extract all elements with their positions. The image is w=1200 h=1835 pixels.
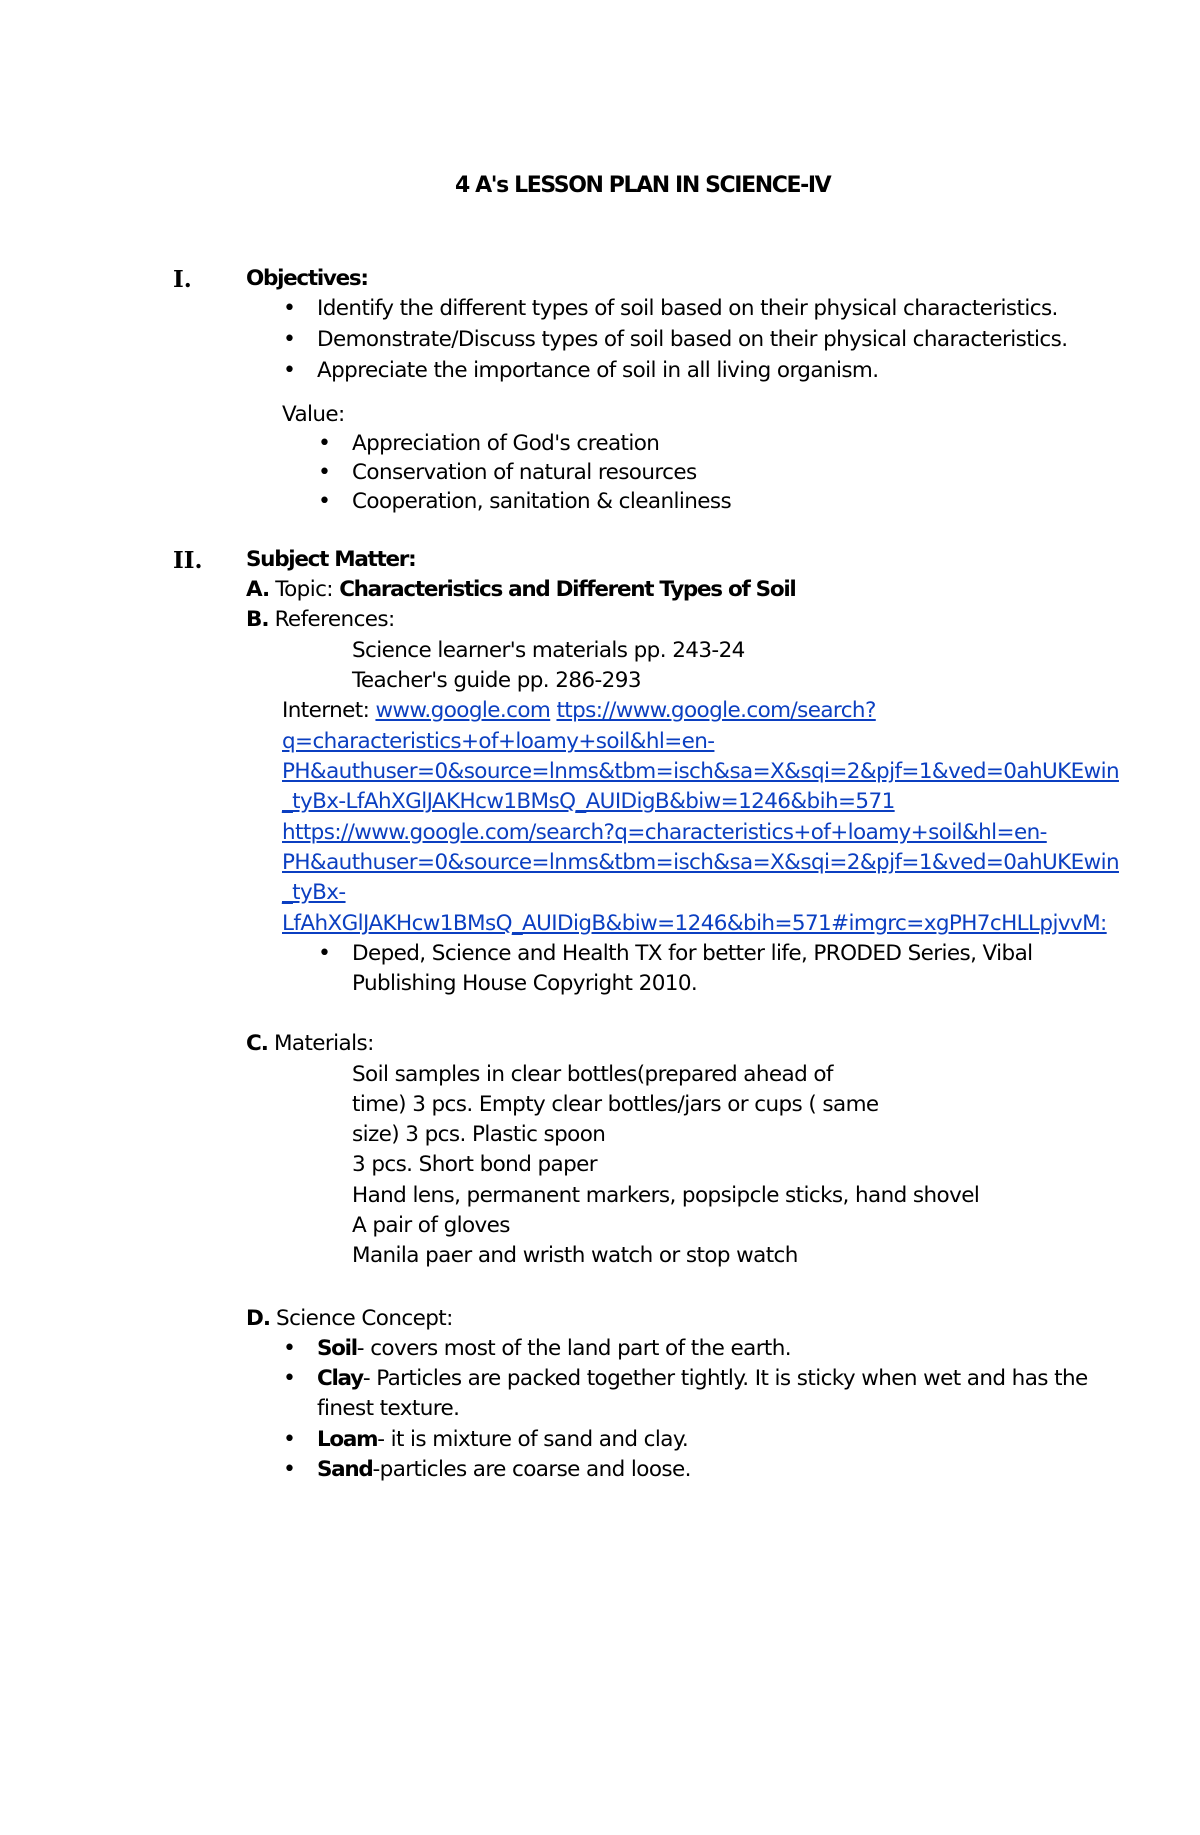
image-search-link-line[interactable]: PH&authuser=0&source=lnms&tbm=isch&sa=X&sqi=2&pjf=1&ved=0ahUKEwin — [282, 850, 1119, 875]
reference-line: Teacher's guide pp. 286-293 — [352, 668, 641, 693]
material-line: Manila paer and wristh watch or stop watch — [352, 1243, 798, 1268]
search-link-line[interactable]: PH&authuser=0&source=lnms&tbm=isch&sa=X&sqi=2&pjf=1&ved=0ahUKEwin — [282, 759, 1119, 784]
material-line: A pair of gloves — [352, 1213, 510, 1238]
concept-item-clay-cont: finest texture. — [317, 1396, 460, 1421]
concept-text: - Particles are packed together tightly. It is sticky when wet and has the — [362, 1366, 1088, 1391]
section-1-numeral: I. — [173, 266, 192, 293]
materials-label: Materials: — [273, 1031, 374, 1056]
concept-term: Sand — [317, 1457, 373, 1482]
concept-item-sand — [317, 1457, 691, 1482]
references-line — [246, 607, 395, 632]
concept-term: Loam — [317, 1427, 378, 1452]
section-2-numeral: II. — [173, 547, 203, 574]
search-link-line[interactable]: ttps://www.google.com/search? — [556, 698, 876, 723]
concept-term: Clay — [317, 1366, 363, 1391]
value-item: • Conservation of natural resources — [352, 460, 697, 485]
concept-item-loam — [317, 1427, 688, 1452]
topic-line — [246, 577, 795, 602]
material-line: size) 3 pcs. Plastic spoon — [352, 1122, 606, 1147]
material-line: 3 pcs. Short bond paper — [352, 1152, 598, 1177]
value-label: Value: — [282, 402, 345, 427]
internet-label: Internet: — [282, 698, 370, 723]
book-reference: • Deped, Science and Health TX for better life, PRODED Series, Vibal — [352, 941, 1033, 966]
value-item: • Cooperation, sanitation & cleanliness — [352, 489, 731, 514]
concept-letter: D. — [246, 1306, 271, 1331]
references-letter: B. — [246, 607, 269, 632]
objective-item: • Appreciate the importance of soil in all living organism. — [317, 358, 879, 383]
image-search-link-line[interactable]: _tyBx- — [282, 880, 346, 905]
section-1-heading: Objectives: — [246, 266, 368, 291]
google-link[interactable]: www.google.com — [375, 698, 551, 723]
materials-line — [246, 1031, 374, 1056]
page-title: 4 A's LESSON PLAN IN SCIENCE-IV — [455, 173, 831, 198]
concept-term: Soil — [317, 1336, 357, 1361]
concept-text: -particles are coarse and loose. — [372, 1457, 691, 1482]
reference-line: Science learner's materials pp. 243-24 — [352, 638, 745, 663]
concept-text: - it is mixture of sand and clay. — [377, 1427, 689, 1452]
objective-item: • Demonstrate/Discuss types of soil based on their physical characteristics. — [317, 327, 1067, 352]
concept-item-clay — [317, 1366, 1088, 1391]
internet-line — [282, 698, 876, 723]
concept-text: - covers most of the land part of the earth. — [356, 1336, 792, 1361]
image-search-link-line[interactable]: LfAhXGlJAKHcw1BMsQ_AUIDigB&biw=1246&bih=571#imgrc=xgPH7cHLLpjvvM: — [282, 911, 1107, 936]
topic-label: Topic: — [275, 577, 333, 602]
references-label: References: — [274, 607, 395, 632]
topic-letter: A. — [246, 577, 270, 602]
concept-line — [246, 1306, 453, 1331]
section-2-heading: Subject Matter: — [246, 547, 416, 572]
objective-item: • Identify the different types of soil based on their physical characteristics. — [317, 296, 1058, 321]
search-link-line[interactable]: q=characteristics+of+loamy+soil&hl=en- — [282, 729, 715, 754]
value-item: • Appreciation of God's creation — [352, 431, 659, 456]
materials-letter: C. — [246, 1031, 268, 1056]
book-reference-cont: Publishing House Copyright 2010. — [352, 971, 698, 996]
material-line: time) 3 pcs. Empty clear bottles/jars or cups ( same — [352, 1092, 879, 1117]
topic-value: Characteristics and Different Types of Soil — [339, 577, 796, 602]
concept-label: Science Concept: — [276, 1306, 453, 1331]
material-line: Soil samples in clear bottles(prepared ahead of — [352, 1062, 833, 1087]
material-line: Hand lens, permanent markers, popsipcle sticks, hand shovel — [352, 1183, 980, 1208]
search-link-line[interactable]: _tyBx-LfAhXGlJAKHcw1BMsQ_AUIDigB&biw=1246&bih=571 — [282, 789, 895, 814]
concept-item-soil — [317, 1336, 791, 1361]
image-search-link-line[interactable]: https://www.google.com/search?q=characteristics+of+loamy+soil&hl=en- — [282, 820, 1047, 845]
